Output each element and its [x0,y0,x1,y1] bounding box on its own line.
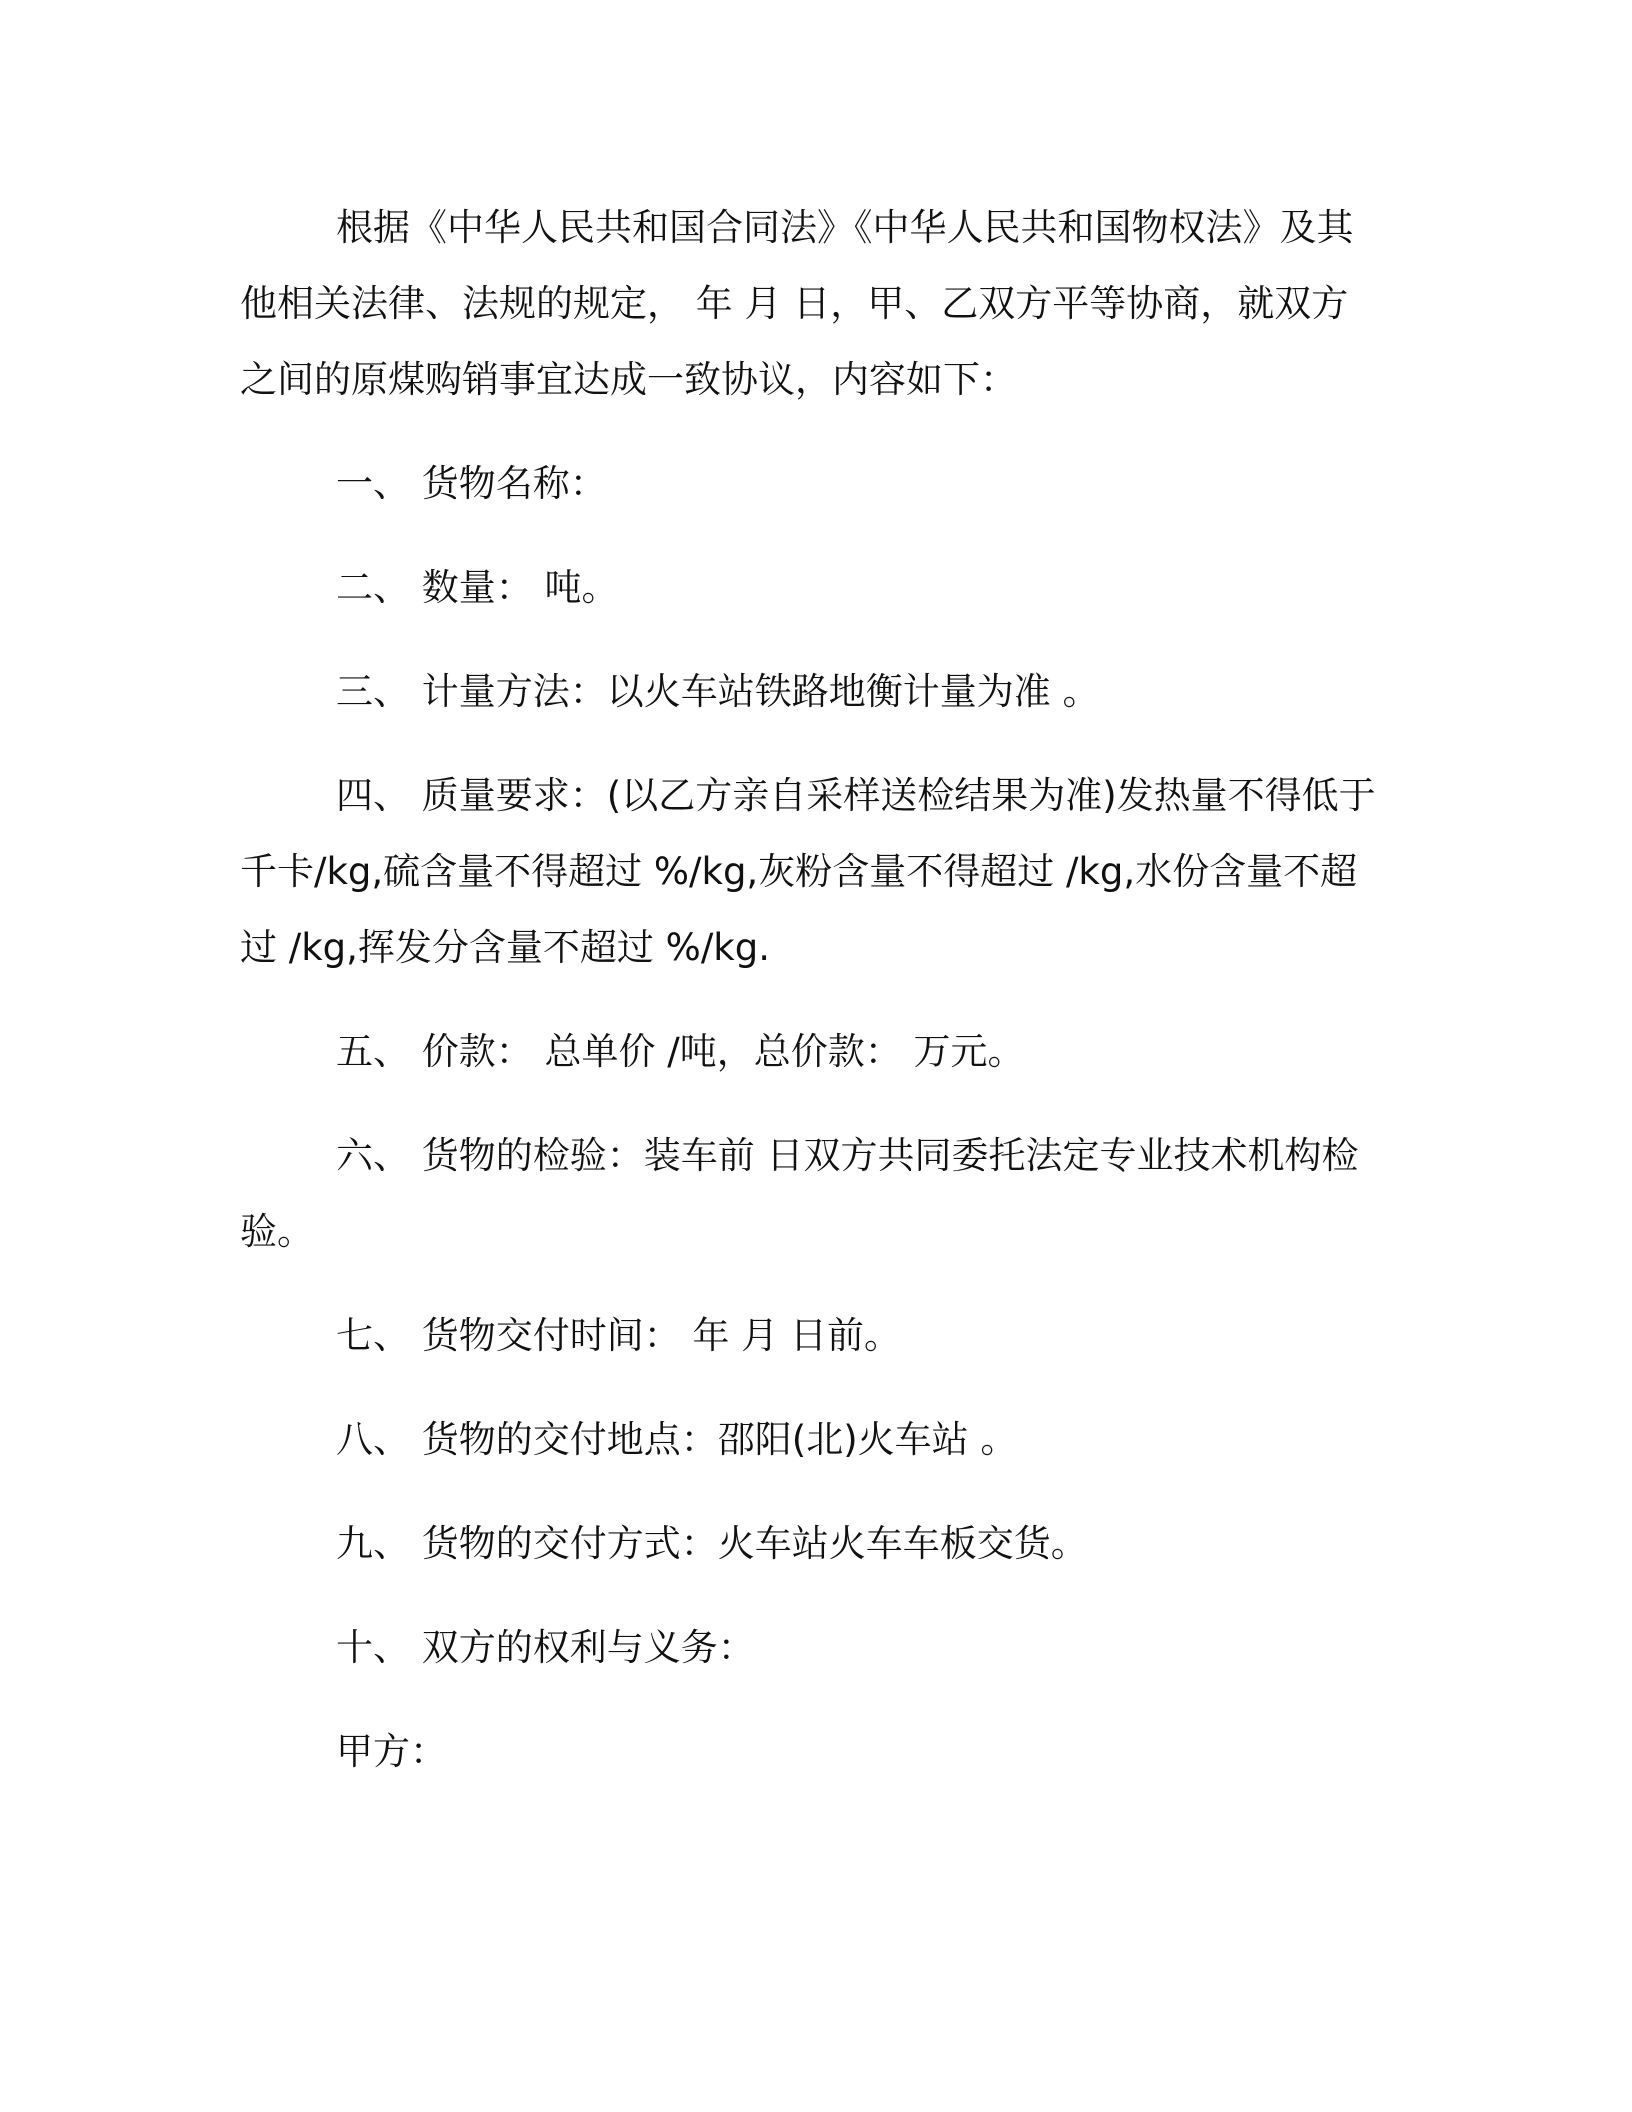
clause-delivery-method: 九、 货物的交付方式：火车站火车车板交货。 [336,1522,1088,1565]
clause-delivery-time: 七、 货物交付时间： 年 月 日前。 [336,1314,902,1357]
clause-delivery-location: 八、 货物的交付地点：邵阳(北)火车站 。 [336,1418,1018,1461]
intro-paragraph: 根据《中华人民共和国合同法》《中华人民共和国物权法》及其他相关法律、法规的规定， 年 月 日，甲、乙双方平等协商，就双方之间的原煤购销事宜达成一致协议，内容如下： [240,206,1354,401]
clause-goods-name: 一、 货物名称： [336,462,607,505]
clause-price: 五、 价款： 总单价 /吨，总价款： 万元。 [336,1030,1025,1073]
document-body [240,190,1385,1790]
clause-quality-requirements: 四、 质量要求：(以乙方亲自采样送检结果为准)发热量不得低于千卡/kg,硫含量不得超过 %/kg,灰粉含量不得超过 /kg,水份含量不超过 /kg,挥发分含量不超过 %/kg. [240,774,1376,969]
clause-measurement-method: 三、 计量方法：以火车站铁路地衡计量为准 。 [336,670,1100,713]
party-a-heading: 甲方： [336,1730,447,1773]
clause-quantity: 二、 数量： 吨。 [336,566,619,609]
clause-rights-obligations: 十、 双方的权利与义务： [336,1626,755,1669]
clause-inspection: 六、 货物的检验：装车前 日双方共同委托法定专业技术机构检验。 [240,1134,1359,1253]
